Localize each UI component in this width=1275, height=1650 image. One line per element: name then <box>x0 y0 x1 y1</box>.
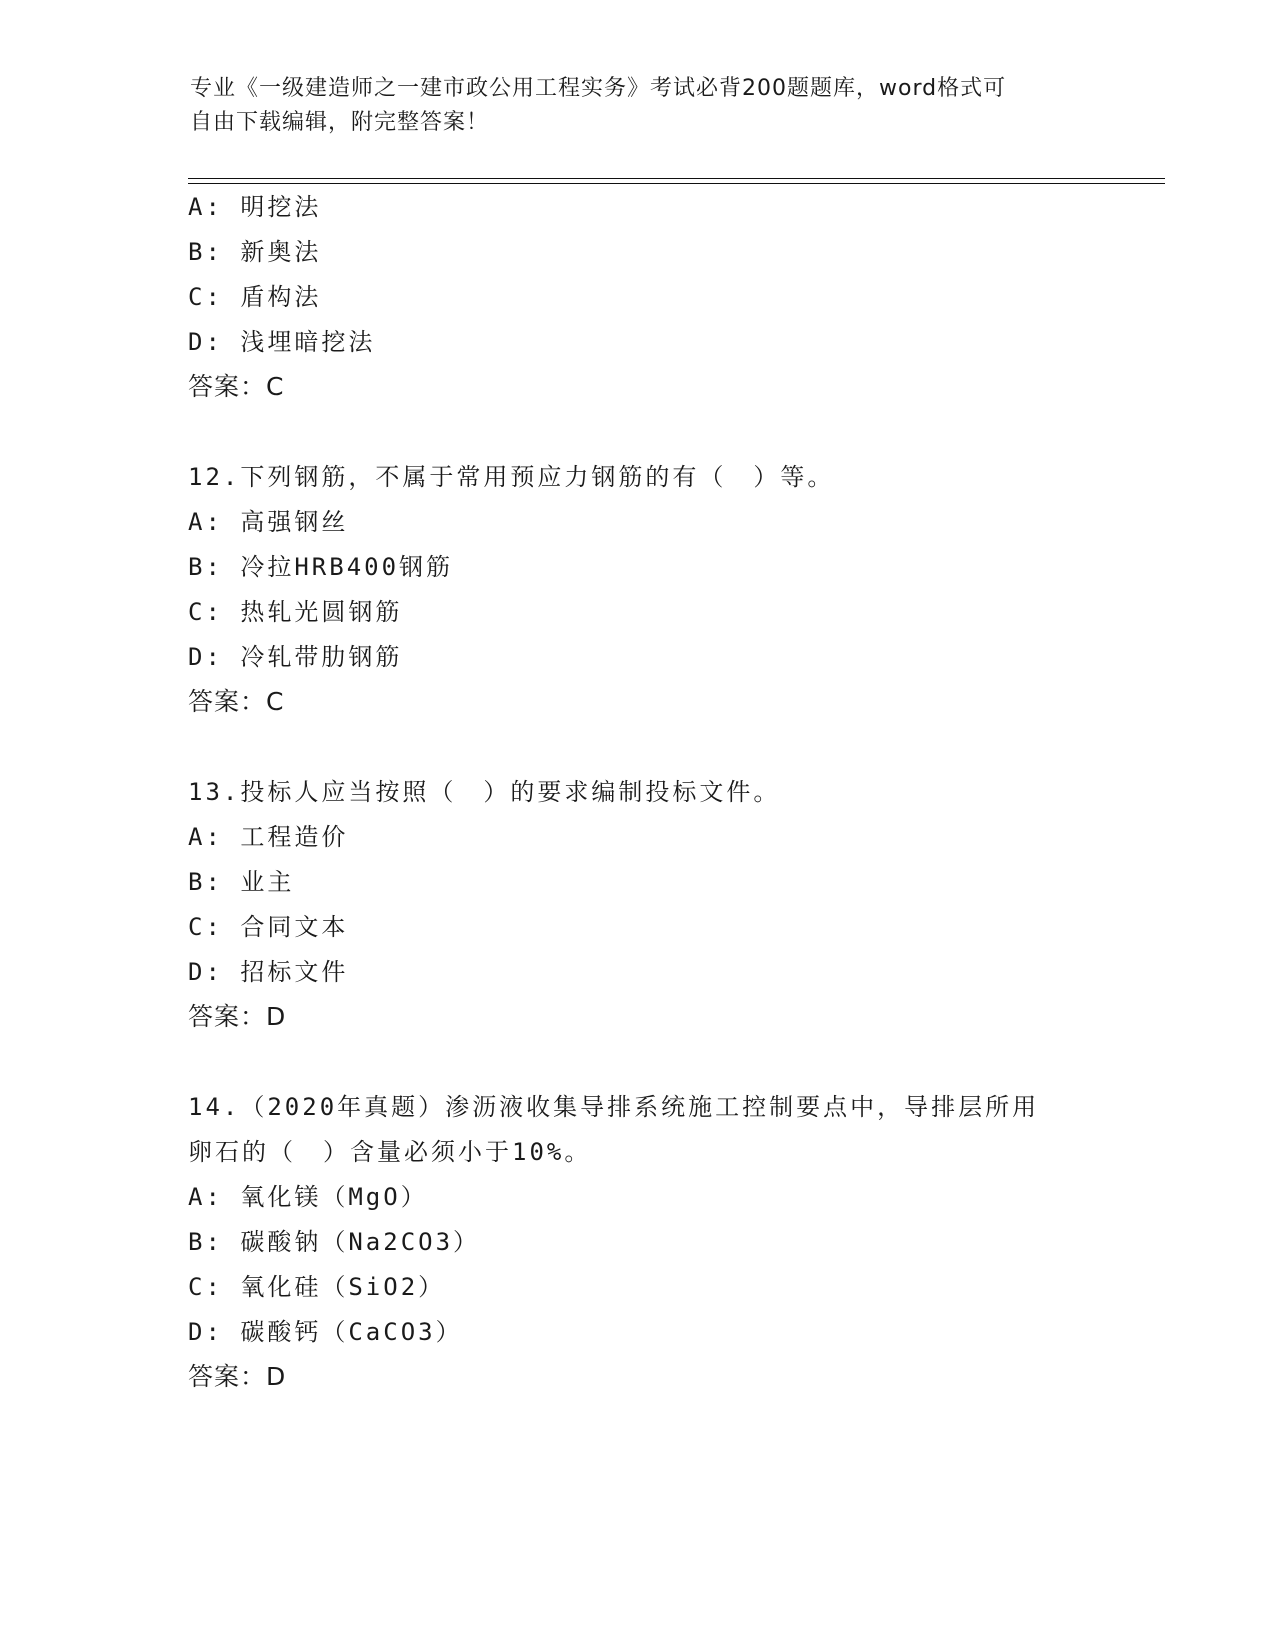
answer-line: 答案：C <box>188 687 285 716</box>
option-b: B: 新奥法 <box>188 238 322 266</box>
option-c: C: 氧化硅（SiO2） <box>188 1273 446 1301</box>
option-c: C: 盾构法 <box>188 283 322 311</box>
option-a: A: 工程造价 <box>188 823 349 851</box>
option-c: C: 合同文本 <box>188 913 349 941</box>
option-d: D: 碳酸钙（CaCO3） <box>188 1318 463 1346</box>
option-b: B: 冷拉HRB400钢筋 <box>188 553 454 581</box>
answer-line: 答案：C <box>188 372 285 401</box>
option-a: A: 明挖法 <box>188 193 322 221</box>
answer-line: 答案：D <box>188 1362 287 1391</box>
header-line-2: 自由下载编辑，附完整答案！ <box>190 110 490 135</box>
question-stem-line-2: 卵石的（ ）含量必须小于10%。 <box>188 1138 592 1166</box>
document-header <box>190 72 1090 140</box>
header-divider-top <box>188 178 1165 179</box>
option-d: D: 招标文件 <box>188 958 349 986</box>
question-stem: 13.投标人应当按照（ ）的要求编制投标文件。 <box>188 778 781 806</box>
question-stem-line-1: 14.（2020年真题）渗沥液收集导排系统施工控制要点中，导排层所用 <box>188 1093 1040 1121</box>
option-a: A: 氧化镁（MgO） <box>188 1183 428 1211</box>
header-line-1: 专业《一级建造师之一建市政公用工程实务》考试必背200题题库，word格式可 <box>190 76 1007 101</box>
option-b: B: 业主 <box>188 868 295 896</box>
option-d: D: 浅埋暗挖法 <box>188 328 376 356</box>
option-c: C: 热轧光圆钢筋 <box>188 598 403 626</box>
option-b: B: 碳酸钠（Na2CO3） <box>188 1228 481 1256</box>
answer-line: 答案：D <box>188 1002 287 1031</box>
question-stem: 12.下列钢筋，不属于常用预应力钢筋的有（ ）等。 <box>188 463 835 491</box>
header-divider-bottom <box>188 183 1165 184</box>
option-a: A: 高强钢丝 <box>188 508 349 536</box>
option-d: D: 冷轧带肋钢筋 <box>188 643 403 671</box>
